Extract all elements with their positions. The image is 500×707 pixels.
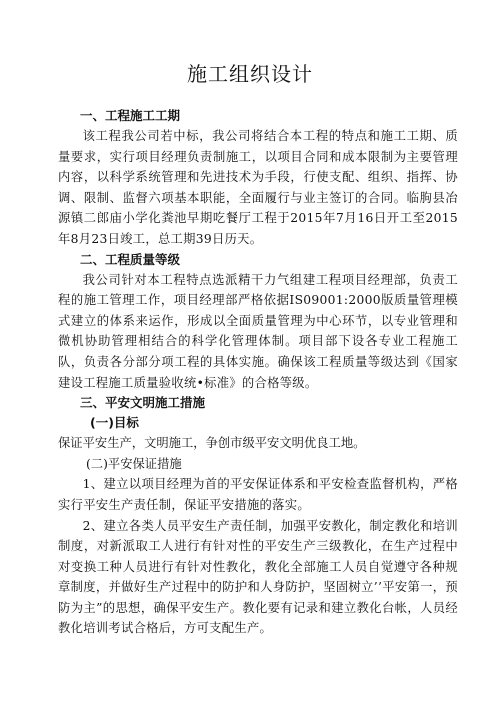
section-heading-safety: 三、平安文明施工措施 xyxy=(80,395,206,411)
page-title: 施工组织设计 xyxy=(187,62,313,86)
paragraph-schedule: 该工程我公司若中标，我公司将结合本工程的特点和施工工期、质量要求，实行项目经理负责制施工，以项目合同和成本限制为主要管理内容，以科学系统管理和先进技术为手段，行使支配、组织、指挥、协调、限制、监督六项基本职能，全面履行与业主签订的合同。临朐县冶源镇二郎庙小学化粪池早期吃餐厅工程于2015年7月16日开工至2015年8月23日竣工，总工期39日历天。 xyxy=(58,129,458,246)
document-body xyxy=(58,106,458,639)
paragraph-goal: 保证平安生产，文明施工，争创市级平安文明优良工地。 xyxy=(58,436,366,451)
section-heading-schedule: 一、工程施工工期 xyxy=(80,108,181,123)
subheading-goal: (一)目标 xyxy=(90,415,139,431)
paragraph-quality: 我公司针对本工程特点选派精干力气组建工程项目经理部，负责工程的施工管理工作，项目经理部严格依据IS09001:2000版质量管理模式建立的体系来运作，形成以全面质量管理为中心环节，以专业管理和微机协助管理相结合的科学化管理体制。项目部下设各专业工程施工队，负责各分部分项工程的具体实施。确保该工程质量等级达到《国家建设工程施工质量验收统•标准》的合格等级。 xyxy=(58,272,458,390)
section-heading-quality: 二、工程质量等级 xyxy=(80,251,181,267)
paragraph-measure-2: 2、建立各类人员平安生产责任制，加强平安教化，制定教化和培训制度，对新派取工人进行有针对性的平安生产三级教化，在生产过程中对变换工种人员进行有针对性教化，教化全部施工人员自觉遵守各种规章制度，并做好生产过程中的防护和人身防护，坚固树立’’平安第一，预防为主”的思想，确保平安生产。教化要有记录和建立教化台帐，人员经教化培训考试合格后，方可支配生产。 xyxy=(58,518,458,636)
paragraph-measure-1: 1、建立以项目经理为首的平安保证体系和平安检查监督机构，严格实行平安生产责任制，保证平安措施的落实。 xyxy=(58,477,458,512)
subheading-safety-measures: (二)平安保证措施 xyxy=(86,456,182,471)
